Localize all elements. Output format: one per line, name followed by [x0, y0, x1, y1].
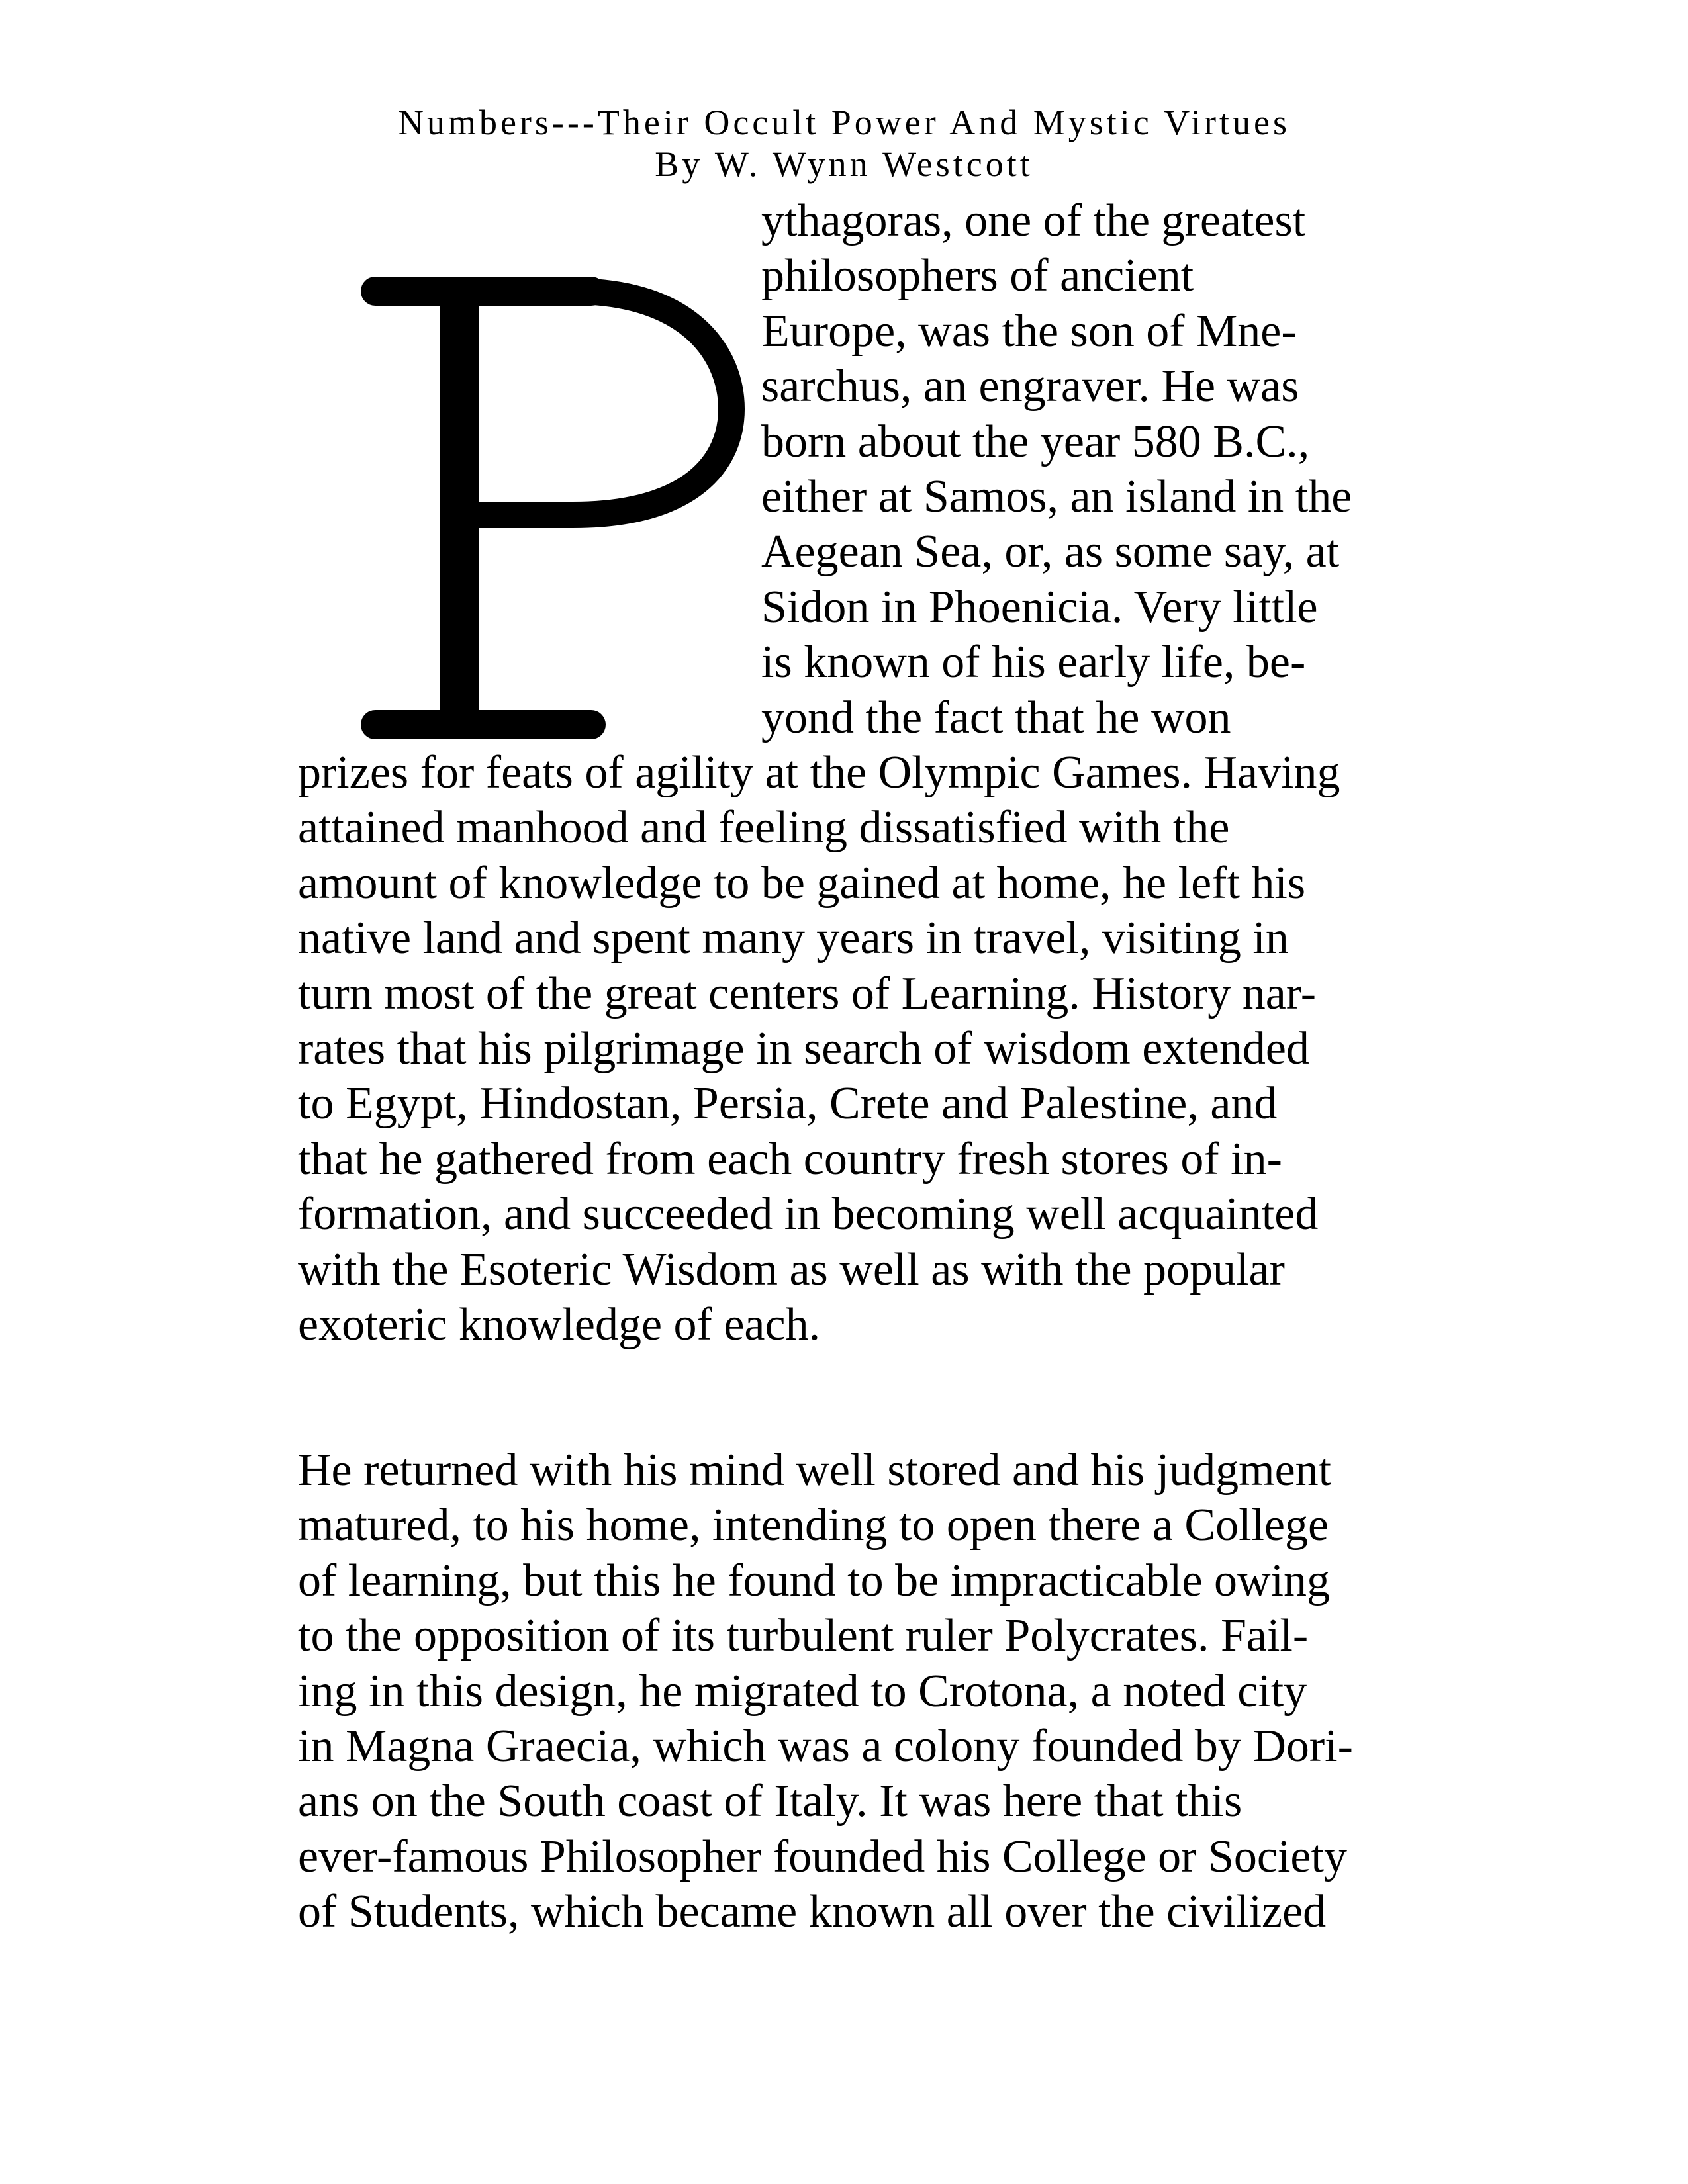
text-line: ythagoras, one of the greatest — [761, 195, 1306, 246]
text-line: Sidon in Phoenicia. Very little — [761, 581, 1318, 633]
text-line: to Egypt, Hindostan, Persia, Crete and Palestine, and — [298, 1078, 1278, 1130]
text-line: of learning, but this he found to be impracticable owing — [298, 1555, 1331, 1606]
text-line: sarchus, an engraver. He was — [761, 361, 1299, 412]
text-line: born about the year 580 B.C., — [761, 416, 1310, 467]
document-title: Numbers---Their Occult Power And Mystic Virtues — [397, 103, 1291, 142]
text-line: in Magna Graecia, which was a colony founded by Dori- — [298, 1721, 1353, 1772]
text-line: ever-famous Philosopher founded his College or Society — [298, 1831, 1347, 1882]
text-line: native land and spent many years in travel, visiting in — [298, 913, 1289, 964]
text-line: rates that his pilgrimage in search of wisdom extended — [298, 1023, 1309, 1074]
drop-cap — [361, 277, 745, 740]
text-line: of Students, which became known all over the civilized — [298, 1886, 1327, 1938]
text-line: with the Esoteric Wisdom as well as with the popular — [298, 1244, 1285, 1295]
text-line: yond the fact that he won — [761, 692, 1231, 743]
text-line: Aegean Sea, or, as some say, at — [761, 526, 1340, 578]
document-author: By W. Wynn Westcott — [655, 144, 1033, 184]
drop-cap-letter-p — [361, 277, 745, 740]
text-line: either at Samos, an island in the — [761, 471, 1352, 522]
text-line: ans on the South coast of Italy. It was here that this — [298, 1776, 1243, 1827]
text-line: to the opposition of its turbulent ruler Polycrates. Fail- — [298, 1610, 1309, 1662]
text-line: attained manhood and feeling dissatisfied with the — [298, 802, 1230, 854]
text-line: exoteric knowledge of each. — [298, 1299, 821, 1350]
text-line: philosophers of ancient — [761, 250, 1194, 302]
text-line: Europe, was the son of Mne- — [761, 305, 1297, 357]
text-line: He returned with his mind well stored and his judgment — [298, 1445, 1332, 1496]
text-line: prizes for feats of agility at the Olympic Games. Having — [298, 747, 1340, 798]
text-line: that he gathered from each country fresh stores of in- — [298, 1133, 1282, 1185]
text-line: amount of knowledge to be gained at home, he left his — [298, 857, 1306, 909]
text-line: ing in this design, he migrated to Crotona, a noted city — [298, 1665, 1307, 1717]
text-line: matured, to his home, intending to open there a College — [298, 1500, 1329, 1551]
text-line: is known of his early life, be- — [761, 637, 1306, 688]
text-line: turn most of the great centers of Learning. History nar- — [298, 968, 1317, 1019]
text-line: formation, and succeeded in becoming well acquainted — [298, 1189, 1319, 1240]
